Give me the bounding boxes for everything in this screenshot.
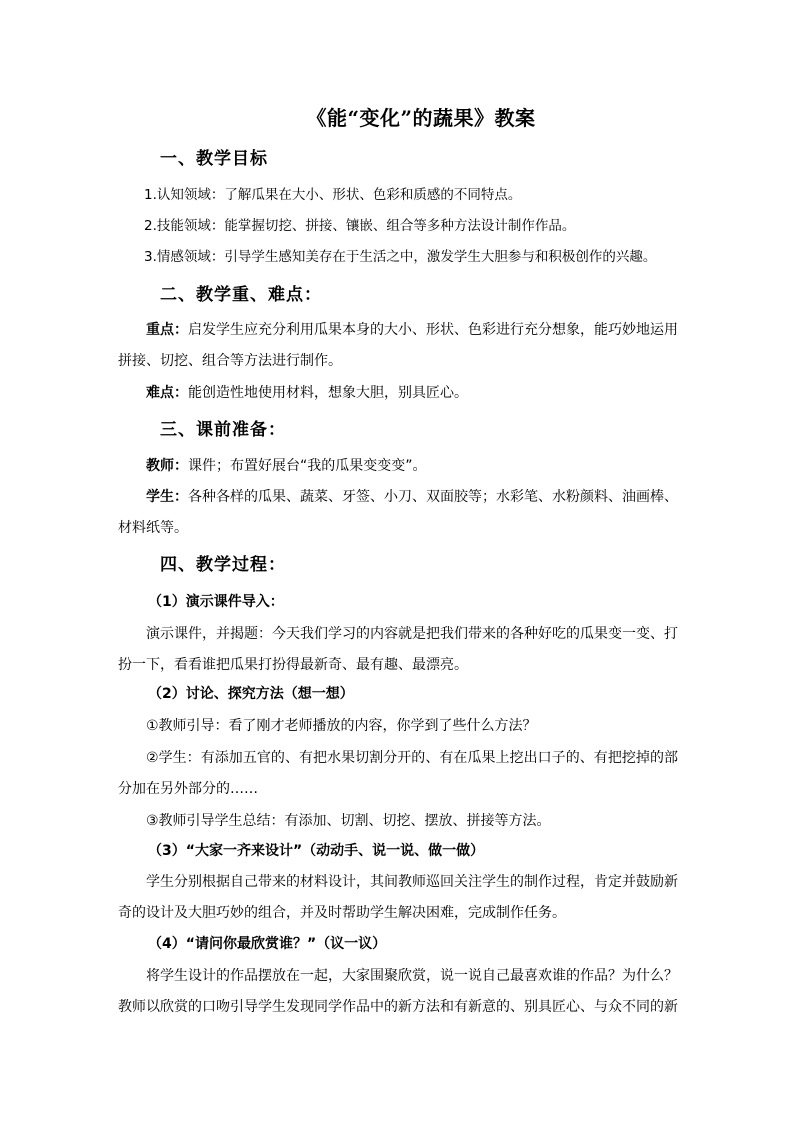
objective-item-2: 2.技能领域：能掌握切挖、拼接、镶嵌、组合等多种方法设计制作作品。 <box>144 218 576 234</box>
section-heading-key-points: 二、教学重、难点： <box>160 285 322 305</box>
step-4-paragraph: 将学生设计的作品摆放在一起，大家围聚欣赏，说一说自己最喜欢谁的作品？为什么？教师以欣赏的口吻引导学生发现同学作品中的新方法和有新意的、别具匠心、与众不同的新 <box>118 968 678 1015</box>
step-4-title: （4）“请问你最欣赏谁？”（议一议） <box>148 936 387 952</box>
difficulty-paragraph <box>118 378 678 409</box>
document-title: 《能“变化”的蔬果》教案 <box>306 106 536 130</box>
step-2-item-a: ①教师引导：看了刚才老师播放的内容，你学到了些什么方法？ <box>146 718 537 734</box>
difficulty-label: 难点： <box>146 385 188 401</box>
key-point-text: 启发学生应充分利用瓜果本身的大小、形状、色彩进行充分想象，能巧妙地运用拼接、切挖、组合等方法进行制作。 <box>118 322 678 369</box>
teacher-prep-paragraph <box>118 451 678 482</box>
section-heading-preparation: 三、课前准备： <box>160 420 286 440</box>
objective-item-1: 1.认知领域：了解瓜果在大小、形状、色彩和质感的不同特点。 <box>144 187 522 203</box>
step-2-title: （2）讨论、探究方法（想一想） <box>148 686 354 702</box>
objective-item-3: 3.情感领域：引导学生感知美存在于生活之中，激发学生大胆参与和积极创作的兴趣。 <box>144 249 657 265</box>
key-point-label: 重点： <box>146 322 188 338</box>
student-text: 各种各样的瓜果、蔬菜、牙签、小刀、双面胶等；水彩笔、水粉颜料、油画棒、材料纸等。 <box>118 489 678 536</box>
teacher-label: 教师： <box>146 458 188 474</box>
step-2-item-b: ②学生：有添加五官的、有把水果切割分开的、有在瓜果上挖出口子的、有把挖掉的部分加在另外部分的…… <box>118 750 678 797</box>
difficulty-text: 能创造性地使用材料，想象大胆，别具匠心。 <box>188 385 468 401</box>
teacher-text: 课件；布置好展台“我的瓜果变变变”。 <box>188 458 427 474</box>
student-label: 学生： <box>146 489 188 505</box>
step-3-paragraph: 学生分别根据自己带来的材料设计，其间教师巡回关注学生的制作过程，肯定并鼓励新奇的设计及大胆巧妙的组合，并及时帮助学生解决困难，完成制作任务。 <box>118 874 678 921</box>
student-prep-paragraph <box>118 482 678 544</box>
step-3-title: （3）“大家一齐来设计”（动动手、说一说、做一做） <box>148 843 485 859</box>
step-1-paragraph: 演示课件，并揭题：今天我们学习的内容就是把我们带来的各种好吃的瓜果变一变、打扮一下，看看谁把瓜果打扮得最新奇、最有趣、最漂亮。 <box>118 626 678 673</box>
section-heading-process: 四、教学过程： <box>160 555 286 575</box>
key-point-paragraph <box>118 315 678 377</box>
section-heading-objectives: 一、教学目标 <box>160 149 268 169</box>
step-2-item-c: ③教师引导学生总结：有添加、切割、切挖、摆放、拼接等方法。 <box>146 813 551 829</box>
step-1-title: （1）演示课件导入： <box>148 594 284 610</box>
